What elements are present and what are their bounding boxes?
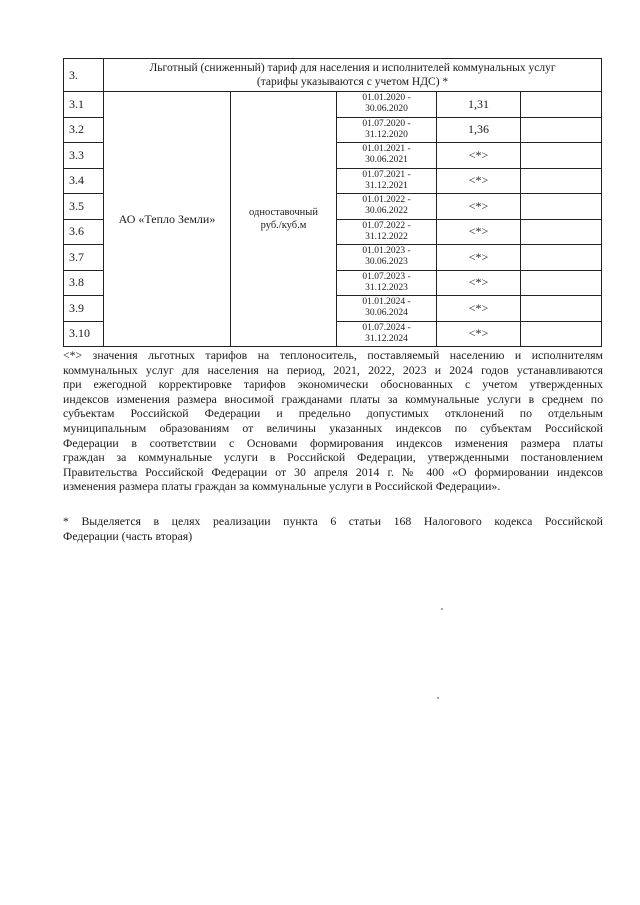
period-end: 31.12.2021 bbox=[365, 180, 408, 191]
empty-cell bbox=[521, 92, 602, 118]
row-number: 3.3 bbox=[64, 143, 104, 169]
tariff-value: 1,31 bbox=[437, 92, 521, 118]
vat-footnote bbox=[63, 514, 603, 543]
footnote-line: Правительства Российской Федерации от 30 апреля 2014 г. № 400 «О формировании индексов bbox=[63, 464, 603, 479]
row-number: 3.6 bbox=[64, 219, 104, 245]
footnote-line: <*> значения льготных тарифов на теплоноситель, поставляемый населению и исполнителям bbox=[63, 348, 603, 362]
row-number: 3.8 bbox=[64, 270, 104, 296]
period-start: 01.01.2024 - bbox=[362, 297, 411, 308]
section-title-line1: Льготный (сниженный) тариф для населения и исполнителей коммунальных услуг bbox=[149, 62, 556, 74]
period-end: 31.12.2023 bbox=[365, 282, 408, 293]
period-end: 30.06.2022 bbox=[365, 206, 408, 217]
section-header-row bbox=[64, 59, 602, 92]
tariff-type bbox=[231, 92, 337, 347]
empty-cell bbox=[521, 117, 602, 143]
section-title bbox=[104, 59, 602, 92]
period-start: 01.01.2022 - bbox=[362, 195, 411, 206]
period-start: 01.01.2020 - bbox=[362, 93, 411, 104]
footnote-line: граждан за коммунальные услуги в Российской Федерации, утвержденными постановлением bbox=[63, 450, 603, 465]
tariff-table bbox=[63, 58, 602, 347]
empty-cell bbox=[521, 168, 602, 194]
tariff-value: <*> bbox=[437, 194, 521, 220]
tariff-footnote bbox=[63, 348, 603, 494]
scan-speck bbox=[437, 697, 439, 699]
tariff-type-line2: руб./куб.м bbox=[260, 220, 307, 231]
period-start: 01.07.2023 - bbox=[362, 271, 411, 282]
period-start: 01.07.2022 - bbox=[362, 220, 411, 231]
tariff-value: <*> bbox=[437, 245, 521, 271]
period-cell bbox=[337, 92, 437, 118]
period-end: 30.06.2023 bbox=[365, 257, 408, 268]
period-cell bbox=[337, 321, 437, 347]
section-number: 3. bbox=[64, 59, 104, 92]
footnote-line: Федерации (часть вторая) bbox=[63, 528, 193, 543]
footnote-line: муниципальным образованиям от величины указанных индексов по субъектам Российской bbox=[63, 420, 603, 435]
period-end: 31.12.2020 bbox=[365, 129, 408, 140]
period-end: 30.06.2020 bbox=[365, 104, 408, 115]
row-number: 3.1 bbox=[64, 92, 104, 118]
tariff-value: <*> bbox=[437, 219, 521, 245]
footnote-line: субъектам Российской Федерации и предельно допустимых отклонений по отдельным bbox=[63, 406, 603, 421]
period-cell bbox=[337, 219, 437, 245]
period-end: 31.12.2022 bbox=[365, 231, 408, 242]
period-cell bbox=[337, 194, 437, 220]
empty-cell bbox=[521, 270, 602, 296]
section-title-line2: (тарифы указываются с учетом НДС) * bbox=[256, 76, 449, 88]
tariff-value: <*> bbox=[437, 143, 521, 169]
period-start: 01.01.2021 - bbox=[362, 144, 411, 155]
footnote-line: индексов изменения размера вносимой гражданами платы за коммунальные услуги в среднем по bbox=[63, 391, 603, 406]
period-cell bbox=[337, 117, 437, 143]
footnote-line: * Выделяется в целях реализации пункта 6 статьи 168 Налогового кодекса Российской bbox=[63, 514, 603, 528]
scan-speck bbox=[441, 608, 443, 610]
tariff-value: 1,36 bbox=[437, 117, 521, 143]
row-number: 3.2 bbox=[64, 117, 104, 143]
row-number: 3.4 bbox=[64, 168, 104, 194]
tariff-value: <*> bbox=[437, 270, 521, 296]
period-cell bbox=[337, 270, 437, 296]
empty-cell bbox=[521, 296, 602, 322]
period-start: 01.07.2021 - bbox=[362, 169, 411, 180]
empty-cell bbox=[521, 321, 602, 347]
row-number: 3.7 bbox=[64, 245, 104, 271]
tariff-table-body bbox=[64, 59, 602, 347]
period-end: 31.12.2024 bbox=[365, 333, 408, 344]
row-number: 3.9 bbox=[64, 296, 104, 322]
period-end: 30.06.2021 bbox=[365, 155, 408, 166]
table-row bbox=[64, 92, 602, 118]
empty-cell bbox=[521, 245, 602, 271]
footnote-line: при ежегодной корректировке тарифов экономически обоснованных с учетом утвержденных bbox=[63, 377, 603, 392]
row-number: 3.10 bbox=[64, 321, 104, 347]
period-cell bbox=[337, 168, 437, 194]
empty-cell bbox=[521, 194, 602, 220]
period-cell bbox=[337, 296, 437, 322]
footnote-line: коммунальных услуг для населения на период, 2021, 2022, 2023 и 2024 годов устанавливаются bbox=[63, 362, 603, 377]
organization-name: АО «Тепло Земли» bbox=[104, 92, 231, 347]
tariff-value: <*> bbox=[437, 321, 521, 347]
footnote-line: изменения размера платы граждан за коммунальные услуги в Российской Федерации». bbox=[63, 479, 501, 494]
footnote-line: Федерации в соответствии с Основами формирования индексов изменения размера платы bbox=[63, 435, 603, 450]
period-start: 01.07.2024 - bbox=[362, 322, 411, 333]
period-cell bbox=[337, 143, 437, 169]
row-number: 3.5 bbox=[64, 194, 104, 220]
period-cell bbox=[337, 245, 437, 271]
tariff-value: <*> bbox=[437, 296, 521, 322]
period-start: 01.07.2020 - bbox=[362, 118, 411, 129]
tariff-value: <*> bbox=[437, 168, 521, 194]
empty-cell bbox=[521, 143, 602, 169]
period-end: 30.06.2024 bbox=[365, 308, 408, 319]
period-start: 01.01.2023 - bbox=[362, 246, 411, 257]
tariff-type-line1: одноставочный bbox=[249, 207, 318, 218]
empty-cell bbox=[521, 219, 602, 245]
